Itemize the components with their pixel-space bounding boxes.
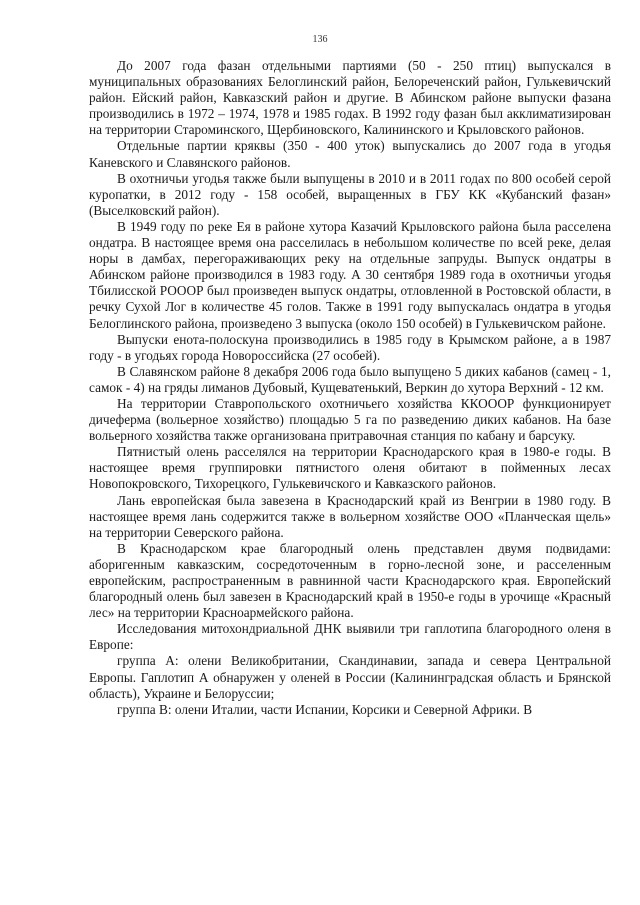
paragraph-wild-boar: В Славянском районе 8 декабря 2006 года было выпущено 5 диких кабанов (самец - 1, самок - 4) на гряды лиманов Дубовый, Кущеватенький, Веркин до хутора Верхний - 12 км. (89, 363, 611, 395)
paragraph-sika-deer: Пятнистый олень расселялся на территории Краснодарского края в 1980-е годы. В настоящее время группировки пятнистого оленя обитают в пойменных лесах Новопокровского, Тихорецкого, Гулькевичского и Кавказского районов. (89, 444, 611, 492)
paragraph-dna-research: Исследования митохондриальной ДНК выявили три гаплотипа благородного оленя в Европе: (89, 621, 611, 653)
paragraph-pheasant: До 2007 года фазан отдельными партиями (50 - 250 птиц) выпускался в муниципальных образованиях Белоглинский район, Белореченский район, Гулькевичский район. Ейский район, Кавказский район и другие. В Абинском районе выпуски фазана производились в 1972 – 1974, 1978 и 1985 годах. В 1992 году фазан был акклиматизирован на территории Староминского, Щербиновского, Калининского и Крыловского районов. (89, 58, 611, 138)
paragraph-raccoon: Выпуски енота-полоскуна производились в 1985 году в Крымском районе, а в 1987 году - в угодьях города Новороссийска (27 особей). (89, 331, 611, 363)
document-body (89, 58, 611, 718)
paragraph-fallow-deer: Лань европейская была завезена в Краснодарский край из Венгрии в 1980 году. В настоящее время лань содержится также в вольерном хозяйстве ООО «Планческая щель» на территории Северского района. (89, 492, 611, 540)
paragraph-game-farm: На территории Ставропольского охотничьего хозяйства ККОООР функционирует дичеферма (вольерное хозяйство) площадью 5 га по разведению диких кабанов. На базе вольерного хозяйства также организована притравочная станция по кабану и барсуку. (89, 395, 611, 444)
paragraph-muskrat: В 1949 году по реке Ея в районе хутора Казачий Крыловского района была расселена ондатра. В настоящее время она расселилась в небольшом количестве по всей реке, делая норы в дамбах, перегораживающих реку на отдельные запруды. Выпуск ондатры в Абинском районе производился в 1983 году. А 30 сентября 1989 года в охотничьи угодья Тбилисской РОООР был произведен выпуск ондатры, отловленной в Ростовской области, в речку Сухой Лог в количестве 45 голов. Также в 1991 году выпускалась ондатра в угодья Белоглинского района, произведено 3 выпуска (около 150 особей) в Гулькевичском районе. (89, 218, 611, 331)
paragraph-mallard: Отдельные партии кряквы (350 - 400 уток) выпускались до 2007 года в угодья Каневского и Славянского районов. (89, 138, 611, 170)
paragraph-partridge: В охотничьи угодья также были выпущены в 2010 и в 2011 годах по 800 особей серой куропатки, в 2012 году - 158 особей, выращенных в ГБУ КК «Кубанский фазан» (Выселковский район). (89, 170, 611, 218)
paragraph-group-b: группа В: олени Италии, части Испании, Корсики и Северной Африки. В (117, 701, 533, 717)
page-number: 136 (312, 34, 328, 45)
paragraph-red-deer: В Краснодарском крае благородный олень представлен двумя подвидами: аборигенным кавказским, сосредоточенным в горно-лесной зоне, и расселенным европейским, распространенным в равнинной части Краснодарского края. Европейский благородный олень был завезен в Краснодарский край в 1950-е годы в урочище «Красный лес» на территории Красноармейского района. (89, 540, 611, 621)
paragraph-group-a: группа А: олени Великобритании, Скандинавии, запада и севера Центральной Европы. Гаплотип А обнаружен у оленей в России (Калининградская область и Брянской область), Украине и Белоруссии; (89, 653, 611, 701)
